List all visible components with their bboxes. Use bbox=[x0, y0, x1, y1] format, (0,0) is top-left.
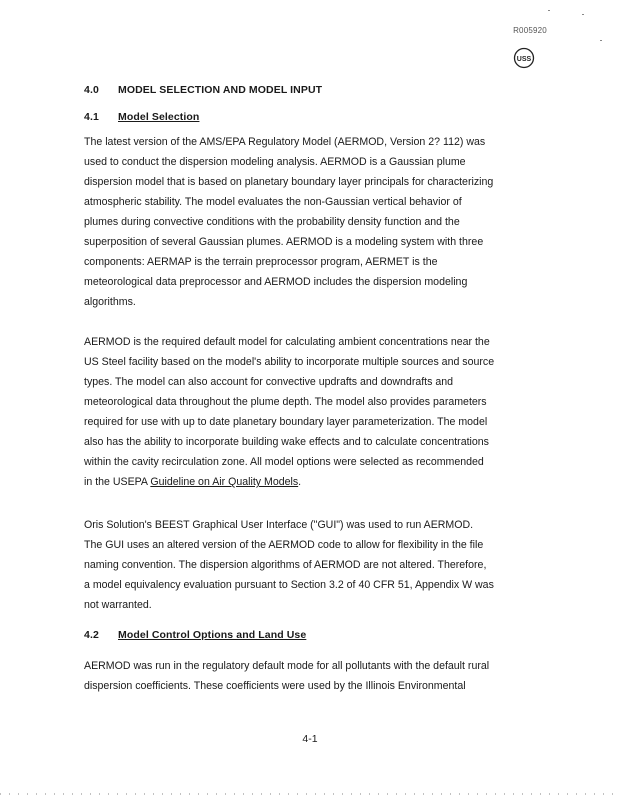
section-heading-4-2 bbox=[84, 629, 306, 641]
uss-logo-icon bbox=[513, 47, 535, 69]
text-line: The latest version of the AMS/EPA Regulatory Model (AERMOD, Version 2? 112) was bbox=[84, 136, 486, 148]
section-heading-4-0 bbox=[84, 84, 322, 96]
page-number: 4-1 bbox=[302, 733, 318, 745]
section-title: MODEL SELECTION AND MODEL INPUT bbox=[118, 84, 323, 96]
section-title: Model Selection bbox=[118, 111, 200, 123]
text-line: required for use with up to date planetary boundary layer parameterization. The model bbox=[84, 416, 488, 428]
paragraph-aermod-default bbox=[84, 332, 534, 492]
text-line: AERMOD was run in the regulatory default mode for all pollutants with the default rural bbox=[84, 660, 490, 672]
scan-speck bbox=[600, 40, 602, 41]
text-line: Oris Solution's BEEST Graphical User Interface ("GUI") was used to run AERMOD. bbox=[84, 519, 474, 531]
section-number: 4.1 bbox=[84, 111, 99, 123]
text-line: components: AERMAP is the terrain preprocessor program, AERMET is the bbox=[84, 256, 438, 268]
scan-speck bbox=[548, 10, 550, 11]
text-line: atmospheric stability. The model evaluates the non-Gaussian vertical behavior of bbox=[84, 196, 462, 208]
text-line: within the cavity recirculation zone. All model options were selected as recommended bbox=[84, 456, 484, 468]
text-line: naming convention. The dispersion algorithms of AERMOD are not altered. Therefore, bbox=[84, 559, 487, 571]
text-line: US Steel facility based on the model's ability to incorporate multiple sources and source bbox=[84, 356, 495, 368]
text-line: meteorological data throughout the plume depth. The model also provides parameters bbox=[84, 396, 487, 408]
citation-suffix: . bbox=[298, 476, 302, 488]
text-line: dispersion model that is based on planetary boundary layer principals for characterizing bbox=[84, 176, 494, 188]
document-id: R005920 bbox=[513, 26, 547, 35]
text-line: AERMOD is the required default model for calculating ambient concentrations near the bbox=[84, 336, 490, 348]
section-heading-4-1 bbox=[84, 111, 199, 123]
text-line: used to conduct the dispersion modeling analysis. AERMOD is a Gaussian plume bbox=[84, 156, 466, 168]
scan-speck bbox=[582, 14, 584, 15]
text-line: superposition of several Gaussian plumes. AERMOD is a modeling system with three bbox=[84, 236, 484, 248]
paragraph-gui bbox=[84, 515, 534, 615]
text-line: meteorological data preprocessor and AERMOD includes the dispersion modeling bbox=[84, 276, 468, 288]
citation-prefix: in the USEPA bbox=[84, 476, 151, 488]
paragraph-model-selection bbox=[84, 132, 534, 312]
guideline-citation: Guideline on Air Quality Models bbox=[150, 476, 299, 488]
text-line: The GUI uses an altered version of the AERMOD code to allow for flexibility in the file bbox=[84, 539, 484, 551]
section-number: 4.0 bbox=[84, 84, 99, 96]
text-line: also has the ability to incorporate building wake effects and to calculate concentrations bbox=[84, 436, 489, 448]
section-number: 4.2 bbox=[84, 629, 99, 641]
text-line: types. The model can also account for convective updrafts and downdrafts and bbox=[84, 376, 454, 388]
text-line: a model equivalency evaluation pursuant to Section 3.2 of 40 CFR 51, Appendix W was bbox=[84, 579, 494, 591]
paragraph-control-options bbox=[84, 656, 534, 696]
scan-artifact-line bbox=[0, 793, 618, 795]
text-line: not warranted. bbox=[84, 599, 152, 611]
logo-text: USS bbox=[516, 56, 532, 63]
section-title: Model Control Options and Land Use bbox=[118, 629, 307, 641]
text-line-with-citation bbox=[84, 472, 534, 492]
text-line: plumes during convective conditions with the probability density function and the bbox=[84, 216, 460, 228]
text-line: algorithms. bbox=[84, 296, 136, 308]
text-line: dispersion coefficients. These coefficients were used by the Illinois Environmental bbox=[84, 680, 466, 692]
